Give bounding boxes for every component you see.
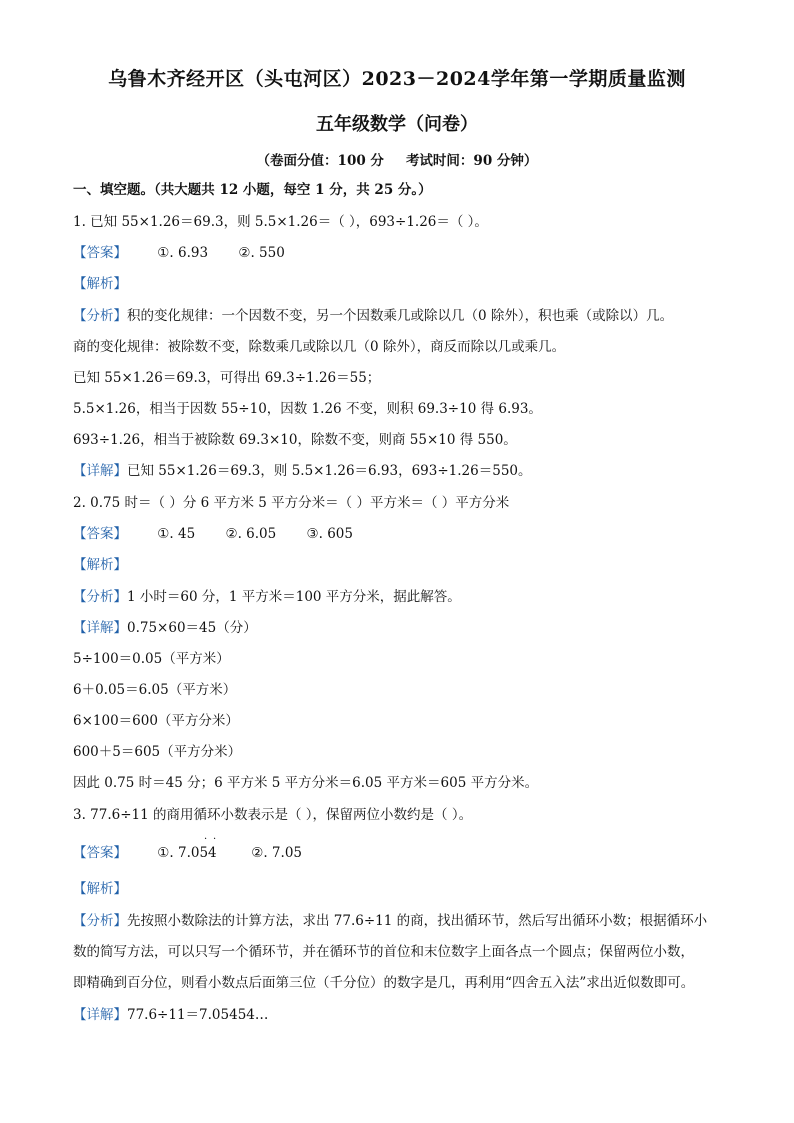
page-title: 乌鲁木齐经开区（头屯河区）2023－2024学年第一学期质量监测 [108,68,686,90]
fenxi-tag: 【分析】 [73,308,127,324]
q3-answer-1-label: ①. [157,845,174,861]
q3-answer-2: ②. 7.05 [251,845,302,861]
q2-fenxi [73,587,461,607]
q1-jiexi-tag: 【解析】 [73,276,127,292]
q2-answer-1: ①. 45 [157,526,196,542]
q1-line-2: 商的变化规律：被除数不变，除数乘几或除以几（0 除外），商反而除以几或乘几。 [73,339,566,355]
q2-line-2: 5÷100＝0.05（平方米） [73,651,230,667]
question-2: 2. 0.75 时＝（ ）分 6 平方米 5 平方分米＝（ ）平方米＝（ ）平方分米 [73,495,510,511]
exam-score: （卷面分值：100 分 [256,153,384,169]
q2-answer-2: ②. 6.05 [225,526,277,542]
q3-fenxi-text: 先按照小数除法的计算方法，求出 77.6÷11 的商，找出循环节，然后写出循环小数；根据循环小 [127,913,708,929]
q3-answer-row [73,834,302,863]
q1-xiangjie-text: 已知 55×1.26＝69.3，则 5.5×1.26＝6.93，693÷1.26＝550。 [127,463,532,479]
q3-line-3: 即精确到百分位，则看小数点后面第三位（千分位）的数字是几，再利用“四舍五入法”求出近似数即可。 [73,975,695,991]
answer-tag: 【答案】 [73,845,127,861]
xiangjie-tag: 【详解】 [73,620,127,636]
q3-xiangjie [73,1005,268,1025]
q2-xiangjie [73,618,257,638]
q2-fenxi-text: 1 小时＝60 分，1 平方米＝100 平方分米，据此解答。 [127,589,461,605]
q1-answer-2: ②. 550 [238,245,285,261]
q1-answer-row [73,243,285,263]
recurring-dot-start: · [204,834,208,845]
q1-line-3: 已知 55×1.26＝69.3，可得出 69.3÷1.26＝55； [73,370,381,386]
q1-line-5: 693÷1.26，相当于被除数 69.3×10，除数不变，则商 55×10 得 550。 [73,432,517,448]
recurring-decimal [178,834,217,863]
q1-fenxi-text: 积的变化规律：一个因数不变，另一个因数乘几或除以几（0 除外），积也乘（或除以）几。 [127,308,674,324]
xiangjie-tag: 【详解】 [73,463,127,479]
q2-line-4: 6×100＝600（平方分米） [73,713,239,729]
section-heading: 一、填空题。（共大题共 12 小题，每空 1 分，共 25 分。） [73,182,432,198]
q3-jiexi-tag: 【解析】 [73,881,127,897]
q2-line-3: 6＋0.05＝6.05（平方米） [73,682,237,698]
q2-jiexi-tag: 【解析】 [73,557,127,573]
q2-line-5: 600＋5＝605（平方分米） [73,744,242,760]
q1-answer-1: ①. 6.93 [157,245,209,261]
q1-line-4: 5.5×1.26，相当于因数 55÷10，因数 1.26 不变，则积 69.3÷10 得 6.93。 [73,401,542,417]
question-3: 3. 77.6÷11 的商用循环小数表示是（ ），保留两位小数约是（ ）。 [73,807,473,823]
q2-line-6: 因此 0.75 时＝45 分；6 平方米 5 平方分米＝6.05 平方米＝605 平方分米。 [73,775,539,791]
q2-answer-3: ③. 605 [306,526,353,542]
q2-xiangjie-text: 0.75×60＝45（分） [127,620,257,636]
q1-fenxi [73,306,673,326]
q3-xiangjie-text: 77.6÷11＝7.05454… [127,1007,269,1023]
q3-line-2: 数的简写方法，可以只写一个循环节，并在循环节的首位和末位数字上面各点一个圆点；保留两位小数， [73,944,694,960]
question-1: 1. 已知 55×1.26＝69.3，则 5.5×1.26＝（ ），693÷1.26＝（ ）。 [73,214,488,230]
answer-tag: 【答案】 [73,526,127,542]
fenxi-tag: 【分析】 [73,913,127,929]
answer-tag: 【答案】 [73,245,127,261]
q2-answer-row [73,524,353,544]
q3-fenxi [73,911,707,931]
exam-info [0,149,794,169]
fenxi-tag: 【分析】 [73,589,127,605]
exam-time: 考试时间：90 分钟） [405,153,538,169]
q1-xiangjie [73,461,532,481]
recurring-dot-end: · [213,834,217,845]
q3-answer-1-value: 7.054 [178,845,217,861]
page-subtitle: 五年级数学（问卷） [316,114,478,135]
xiangjie-tag: 【详解】 [73,1007,127,1023]
